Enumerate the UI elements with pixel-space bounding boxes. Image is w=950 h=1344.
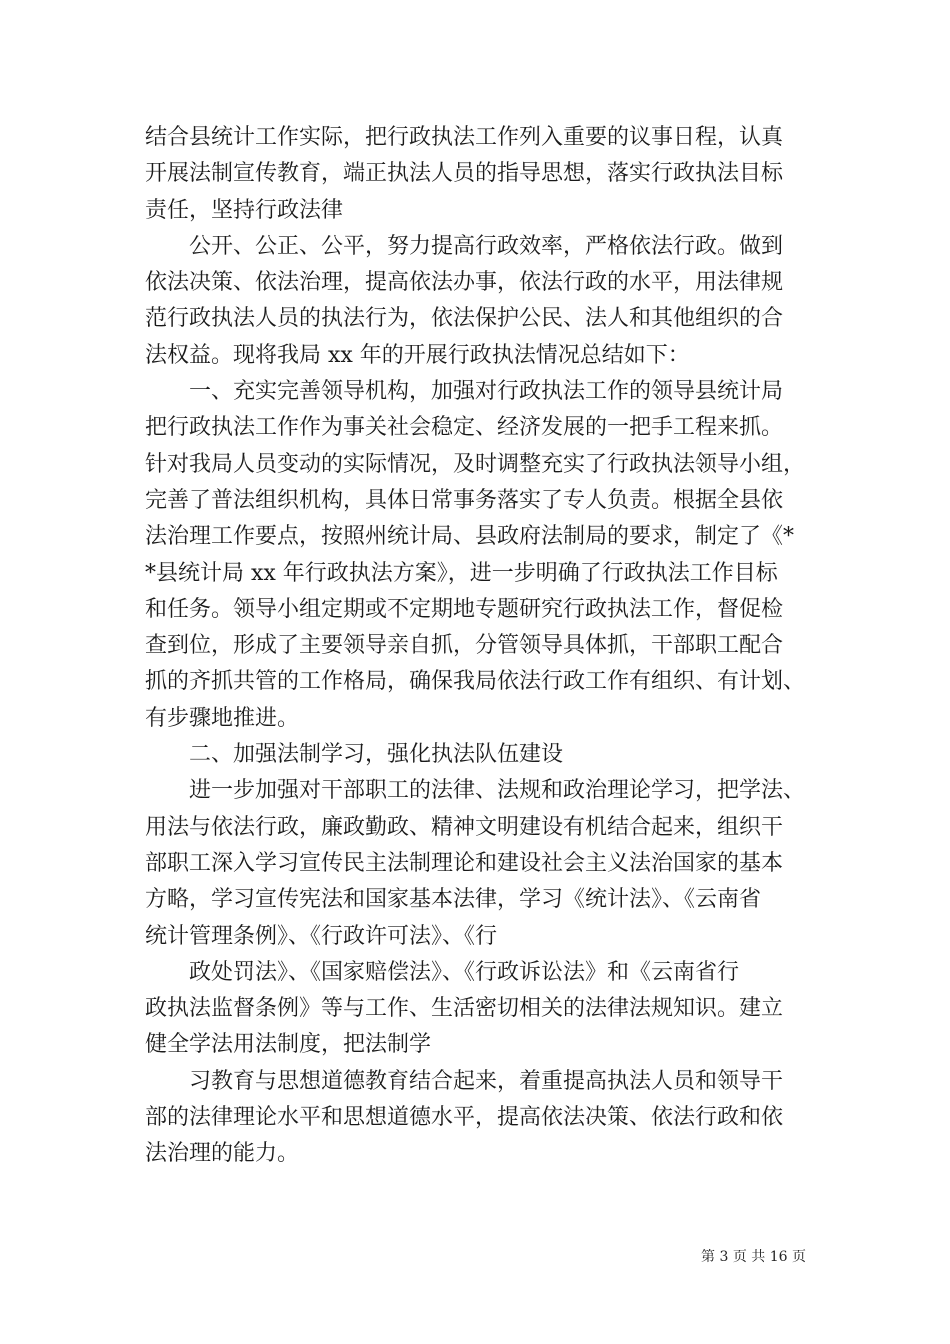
text-line: 有步骤地推进。	[145, 705, 300, 731]
text-line: 部职工深入学习宣传民主法制理论和建设社会主义法治国家的基本	[145, 850, 784, 876]
text-line: 方略，学习宣传宪法和国家基本法律，学习《统计法》、《云南省	[145, 887, 762, 913]
text-line: 查到位，形成了主要领导亲自抓，分管领导具体抓，干部职工配合	[145, 633, 784, 659]
text-line: 法治理的能力。	[145, 1141, 300, 1167]
text-line: 范行政执法人员的执法行为，依法保护公民、法人和其他组织的合	[145, 306, 784, 332]
text-line: 开展法制宣传教育，端正执法人员的指导思想，落实行政执法目标	[145, 161, 784, 187]
text-line: 依法决策、依法治理，提高依法办事，依法行政的水平，用法律规	[145, 270, 784, 296]
text-line: 责任，坚持行政法律	[145, 197, 344, 223]
text-line: 把行政执法工作作为事关社会稳定、经济发展的一把手工程来抓。	[145, 415, 784, 441]
text-line: 针对我局人员变动的实际情况，及时调整充实了行政执法领导小组，	[145, 451, 806, 477]
text-line: 习教育与思想道德教育结合起来，着重提高执法人员和领导干	[189, 1068, 784, 1094]
text-line: 法权益。现将我局 xx 年的开展行政执法情况总结如下：	[145, 342, 690, 368]
text-line: 用法与依法行政，廉政勤政、精神文明建设有机结合起来，组织干	[145, 814, 784, 840]
text-line: 公开、公正、公平，努力提高行政效率，严格依法行政。做到	[189, 233, 784, 259]
text-line: 政处罚法》、《国家赔偿法》、《行政诉讼法》和《云南省行	[189, 959, 740, 985]
page-number: 第 3 页 共 16 页	[701, 1249, 806, 1265]
text-line: 抓的齐抓共管的工作格局，确保我局依法行政工作有组织、有计划、	[145, 669, 806, 695]
text-line: 一、充实完善领导机构，加强对行政执法工作的领导县统计局	[189, 379, 784, 405]
text-line: 统计管理条例》、《行政许可法》、《行	[145, 923, 498, 949]
text-line: 部的法律理论水平和思想道德水平，提高依法决策、依法行政和依	[145, 1105, 784, 1131]
text-line: 法治理工作要点，按照州统计局、县政府法制局的要求，制定了《*	[145, 524, 795, 550]
text-line: 健全学法用法制度，把法制学	[145, 1032, 432, 1058]
text-line: 进一步加强对干部职工的法律、法规和政治理论学习，把学法、	[189, 778, 806, 804]
text-line: 完善了普法组织机构，具体日常事务落实了专人负责。根据全县依	[145, 487, 784, 513]
text-line: 结合县统计工作实际，把行政执法工作列入重要的议事日程，认真	[145, 125, 784, 150]
text-line: *县统计局 xx 年行政执法方案》，进一步明确了行政执法工作目标	[145, 560, 778, 586]
text-line: 和任务。领导小组定期或不定期地专题研究行政执法工作，督促检	[145, 596, 784, 622]
body-text	[145, 120, 835, 1173]
text-line: 政执法监督条例》等与工作、生活密切相关的法律法规知识。建立	[145, 996, 784, 1022]
text-line: 二、加强法制学习，强化执法队伍建设	[189, 742, 564, 768]
